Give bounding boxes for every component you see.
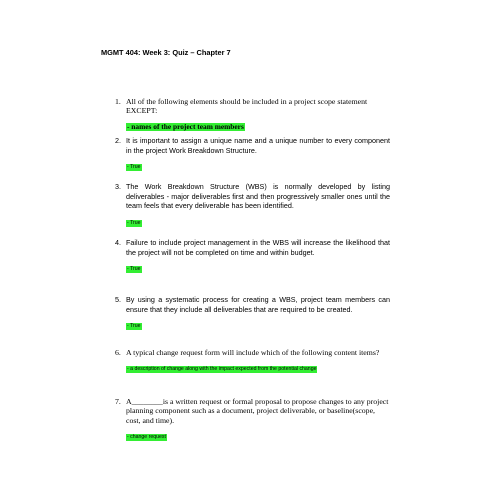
answer-highlight: - True — [127, 219, 141, 226]
answer-highlight: - True — [127, 323, 141, 330]
question-text: By using a systematic process for creating a WBS, project team members can ensure that they include all deliverables that are required to be created. — [126, 295, 390, 314]
question-number: 1. — [115, 97, 121, 106]
question-5 — [115, 295, 390, 332]
question-6 — [115, 348, 390, 375]
answer-highlight: - names of the project team members — [127, 121, 244, 131]
answer-highlight: - change request — [127, 434, 166, 441]
question-3 — [115, 182, 390, 229]
question-number: 7. — [115, 397, 121, 406]
question-2 — [115, 136, 390, 173]
question-number: 4. — [115, 238, 121, 247]
question-text: It is important to assign a unique name and a unique number to every component in the project Work Breakdown Structure. — [126, 136, 390, 155]
question-number: 5. — [115, 295, 121, 304]
question-1 — [115, 97, 390, 134]
question-text: The Work Breakdown Structure (WBS) is normally developed by listing deliverables - major deliverables first and then progressively smaller ones until the team feels that every deliverable has been identified. — [126, 182, 390, 211]
question-number: 3. — [115, 182, 121, 191]
answer-highlight: - a description of change along with the impact expected from the potential change — [127, 366, 317, 373]
answer-highlight: - True — [127, 266, 141, 273]
question-4 — [115, 238, 390, 275]
document-title: MGMT 404: Week 3: Quiz – Chapter 7 — [101, 48, 231, 57]
question-number: 6. — [115, 348, 121, 357]
question-text: A________is a written request or formal proposal to propose changes to any project planning component such as a document, project deliverable, or baseline(scope, cost, and time). — [126, 397, 389, 425]
answer-highlight: - True — [127, 164, 141, 171]
question-text: A typical change request form will include which of the following content items? — [126, 348, 380, 357]
question-text: All of the following elements should be included in a project scope statement EXCEPT: — [126, 97, 368, 116]
question-7 — [115, 397, 390, 443]
question-text: Failure to include project management in the WBS will increase the likelihood that the project will not be completed on time and within budget. — [126, 238, 390, 257]
question-number: 2. — [115, 136, 121, 145]
